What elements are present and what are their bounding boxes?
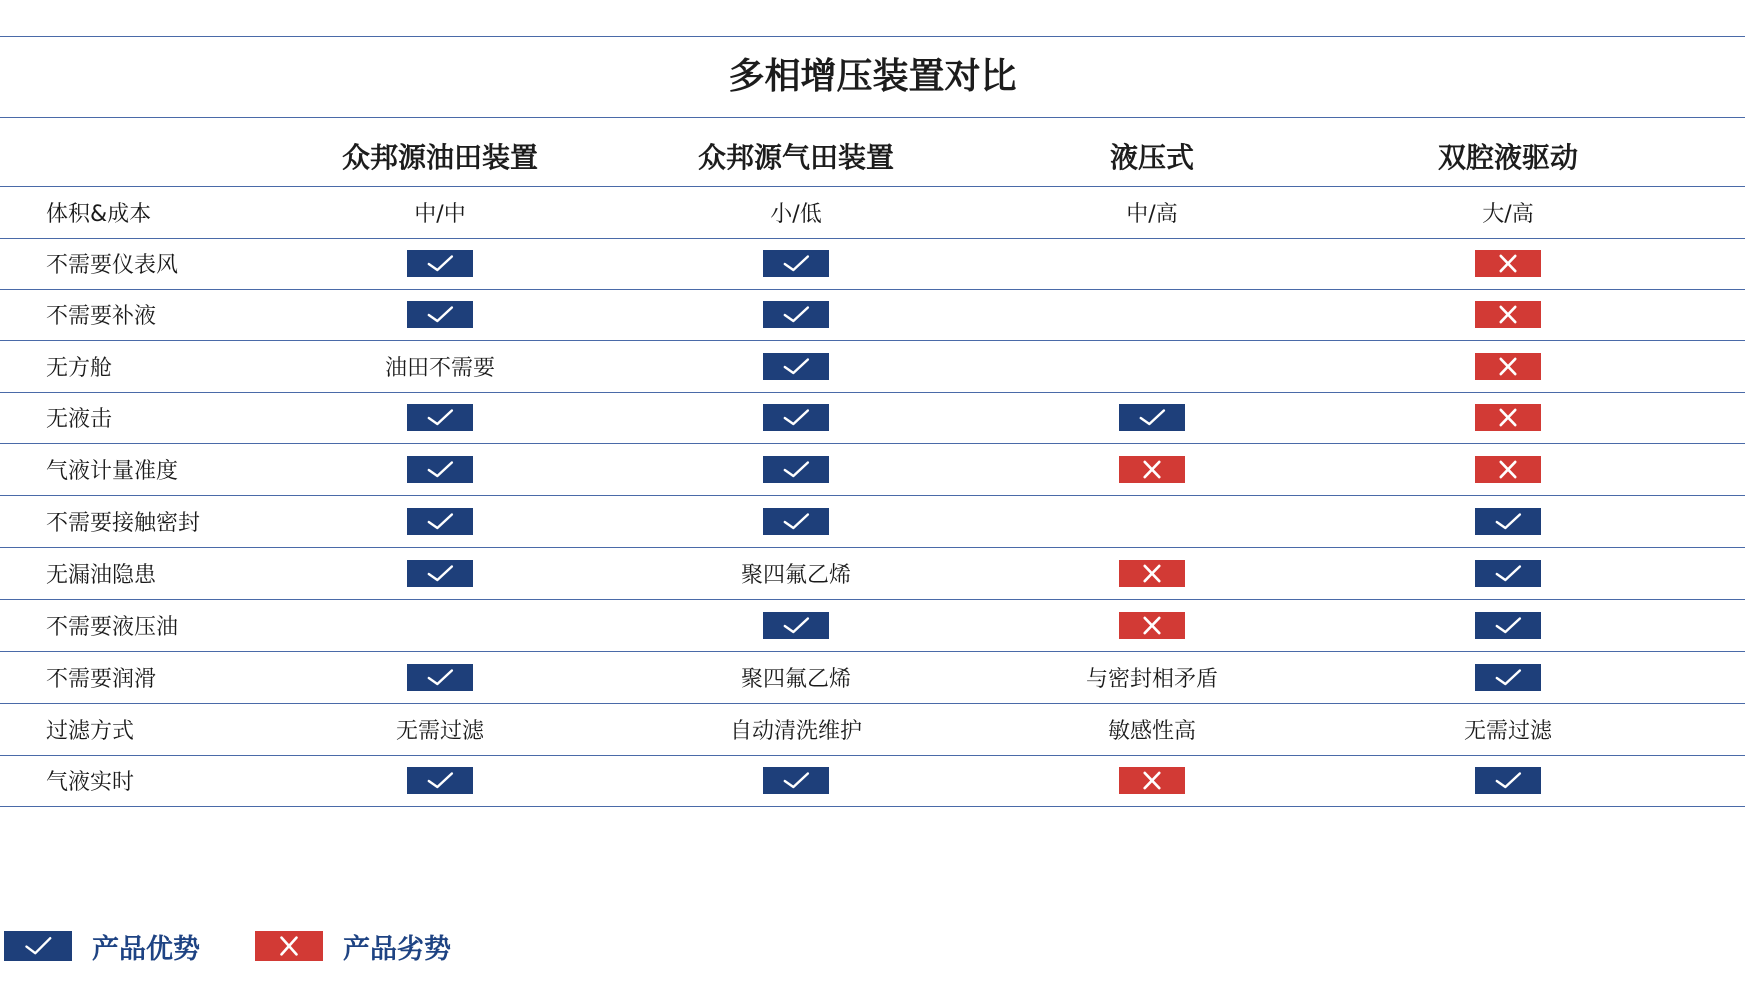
cell-text: 自动清洗维护 xyxy=(729,718,862,744)
table-cell xyxy=(1002,392,1302,443)
table-cell xyxy=(290,703,590,755)
row-label: 气液实时 xyxy=(46,770,135,795)
check-icon xyxy=(763,250,829,277)
table-cell xyxy=(1002,547,1302,599)
legend-disadvantage-label: 产品劣势 xyxy=(343,933,451,965)
cell-text: 小/低 xyxy=(770,201,822,227)
check-icon xyxy=(763,456,829,483)
table-cell xyxy=(1358,651,1658,703)
table-cell xyxy=(646,289,946,340)
table-cell xyxy=(1002,289,1302,340)
check-icon xyxy=(1475,767,1541,794)
cross-icon xyxy=(1475,353,1541,380)
table-cell xyxy=(290,340,590,392)
table-cell xyxy=(290,392,590,443)
table-row xyxy=(0,238,1745,289)
column-header-1: 众邦源油田装置 xyxy=(341,141,538,174)
table-row xyxy=(0,340,1745,392)
cell-text: 聚四氟乙烯 xyxy=(740,666,851,692)
table-cell xyxy=(646,547,946,599)
table-cell xyxy=(1358,289,1658,340)
row-label: 不需要润滑 xyxy=(46,666,157,692)
check-icon xyxy=(763,301,829,328)
table-cell xyxy=(1358,340,1658,392)
table-cell xyxy=(646,186,946,238)
table-row xyxy=(0,599,1745,651)
table-cell xyxy=(1002,443,1302,495)
table-cell xyxy=(1002,495,1302,547)
cell-text: 油田不需要 xyxy=(384,355,495,381)
table-row xyxy=(0,703,1745,755)
table-cell xyxy=(646,755,946,806)
cell-text: 敏感性高 xyxy=(1107,718,1196,744)
row-divider xyxy=(0,806,1745,807)
row-label: 不需要补液 xyxy=(46,304,157,329)
row-label: 不需要接触密封 xyxy=(46,510,201,536)
table-cell xyxy=(290,289,590,340)
cross-icon xyxy=(1475,301,1541,328)
table-cell xyxy=(1358,443,1658,495)
check-icon xyxy=(407,404,473,431)
top-rule xyxy=(0,36,1745,37)
row-label: 无液击 xyxy=(46,407,113,432)
table-row xyxy=(0,392,1745,443)
table-cell xyxy=(646,443,946,495)
table-row xyxy=(0,289,1745,340)
table-cell xyxy=(1002,186,1302,238)
row-label: 不需要液压油 xyxy=(46,614,179,640)
column-header-2: 众邦源气田装置 xyxy=(697,141,894,174)
check-icon xyxy=(1475,560,1541,587)
cross-icon xyxy=(1475,250,1541,277)
table-row xyxy=(0,547,1745,599)
table-cell xyxy=(290,547,590,599)
table-row xyxy=(0,651,1745,703)
row-label: 体积&成本 xyxy=(46,201,152,227)
cross-icon xyxy=(1119,456,1185,483)
cross-icon xyxy=(1119,767,1185,794)
table-cell xyxy=(290,755,590,806)
table-cell xyxy=(1358,599,1658,651)
table-row xyxy=(0,755,1745,806)
check-icon xyxy=(4,931,72,961)
check-icon xyxy=(407,767,473,794)
cell-text: 无需过滤 xyxy=(395,718,484,744)
table-row xyxy=(0,443,1745,495)
table-cell xyxy=(290,443,590,495)
check-icon xyxy=(407,664,473,691)
table-cell xyxy=(646,392,946,443)
table-cell xyxy=(646,703,946,755)
table-cell xyxy=(646,651,946,703)
row-label: 过滤方式 xyxy=(46,718,135,744)
check-icon xyxy=(763,612,829,639)
cross-icon xyxy=(255,931,323,961)
table-cell xyxy=(1002,599,1302,651)
cross-icon xyxy=(1475,404,1541,431)
table-cell xyxy=(290,599,590,651)
table-cell xyxy=(1002,238,1302,289)
table-cell xyxy=(290,495,590,547)
legend-disadvantage xyxy=(255,928,451,964)
check-icon xyxy=(1475,508,1541,535)
row-label: 不需要仪表风 xyxy=(46,253,179,278)
table-cell xyxy=(1358,547,1658,599)
cell-text: 与密封相矛盾 xyxy=(1085,666,1218,692)
table-cell xyxy=(290,238,590,289)
table-cell xyxy=(1358,755,1658,806)
table-row xyxy=(0,186,1745,238)
table-header xyxy=(0,128,1745,188)
row-label: 无方舱 xyxy=(46,355,113,381)
check-icon xyxy=(1475,664,1541,691)
cross-icon xyxy=(1119,612,1185,639)
check-icon xyxy=(763,767,829,794)
table-cell xyxy=(1002,755,1302,806)
check-icon xyxy=(763,353,829,380)
check-icon xyxy=(763,508,829,535)
check-icon xyxy=(407,508,473,535)
column-header-4: 双腔液驱动 xyxy=(1437,141,1578,174)
check-icon xyxy=(1475,612,1541,639)
cell-text: 中/高 xyxy=(1126,201,1178,227)
row-label: 无漏油隐患 xyxy=(46,562,157,588)
table-cell xyxy=(1002,703,1302,755)
cross-icon xyxy=(1119,560,1185,587)
table-cell xyxy=(1002,340,1302,392)
check-icon xyxy=(407,456,473,483)
table-cell xyxy=(646,495,946,547)
table-cell xyxy=(1358,186,1658,238)
table-cell xyxy=(646,238,946,289)
check-icon xyxy=(407,250,473,277)
cell-text: 聚四氟乙烯 xyxy=(740,562,851,588)
table-cell xyxy=(290,186,590,238)
table-cell xyxy=(1358,495,1658,547)
legend-advantage-label: 产品优势 xyxy=(92,933,200,965)
cell-text: 大/高 xyxy=(1482,201,1534,227)
table-cell xyxy=(290,651,590,703)
table-cell xyxy=(646,599,946,651)
cell-text: 中/中 xyxy=(414,201,466,227)
table-cell xyxy=(1358,238,1658,289)
check-icon xyxy=(763,404,829,431)
check-icon xyxy=(407,560,473,587)
column-header-3: 液压式 xyxy=(1109,141,1194,174)
table-cell xyxy=(1358,392,1658,443)
check-icon xyxy=(407,301,473,328)
table-cell xyxy=(1358,703,1658,755)
table-row xyxy=(0,495,1745,547)
row-label: 气液计量准度 xyxy=(46,458,179,484)
cell-text: 无需过滤 xyxy=(1463,718,1552,744)
table-cell xyxy=(646,340,946,392)
page-title: 多相增压装置对比 xyxy=(728,56,1017,97)
table-cell xyxy=(1002,651,1302,703)
title-rule xyxy=(0,117,1745,118)
check-icon xyxy=(1119,404,1185,431)
legend-advantage xyxy=(4,928,200,964)
cross-icon xyxy=(1475,456,1541,483)
